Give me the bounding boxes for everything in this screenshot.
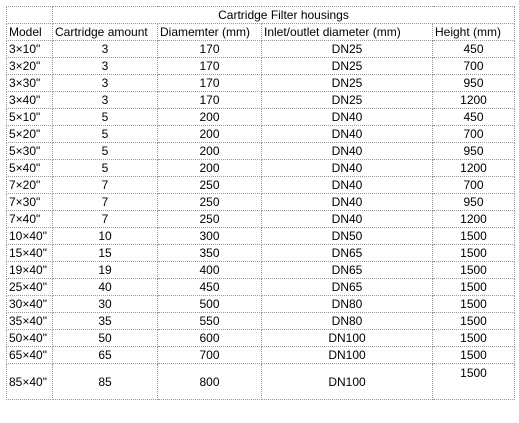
cell-diameter: 170 (158, 58, 262, 75)
table-row (7, 347, 515, 364)
cell-model: 7×30" (7, 194, 53, 211)
table-row (7, 211, 515, 228)
cell-diameter: 400 (158, 262, 262, 279)
cell-inlet-outlet-diameter: DN65 (262, 245, 433, 262)
cell-inlet-outlet-diameter: DN40 (262, 143, 433, 160)
cell-height: 450 (433, 109, 515, 126)
cell-model: 5×40" (7, 160, 53, 177)
cell-cartridge-amount: 7 (53, 194, 158, 211)
table-row (7, 109, 515, 126)
cell-height: 1200 (433, 211, 515, 228)
cell-cartridge-amount: 7 (53, 211, 158, 228)
cell-height: 1500 (433, 330, 515, 347)
cell-height: 1500 (433, 364, 515, 400)
cell-height: 1500 (433, 313, 515, 330)
cell-model: 10×40" (7, 228, 53, 245)
cell-model: 50×40" (7, 330, 53, 347)
cell-inlet-outlet-diameter: DN40 (262, 177, 433, 194)
cell-inlet-outlet-diameter: DN25 (262, 92, 433, 109)
cell-inlet-outlet-diameter: DN40 (262, 160, 433, 177)
cell-cartridge-amount: 35 (53, 313, 158, 330)
table-row (7, 41, 515, 58)
cell-height: 950 (433, 194, 515, 211)
cell-cartridge-amount: 50 (53, 330, 158, 347)
table-row (7, 296, 515, 313)
cell-inlet-outlet-diameter: DN40 (262, 194, 433, 211)
cell-cartridge-amount: 10 (53, 228, 158, 245)
header-inlet-outlet-diameter: Inlet/outlet diameter (mm) (262, 24, 433, 41)
cell-model: 5×10" (7, 109, 53, 126)
cell-inlet-outlet-diameter: DN100 (262, 364, 433, 400)
header-diameter: Diamemter (mm) (158, 24, 262, 41)
cell-cartridge-amount: 5 (53, 143, 158, 160)
cell-inlet-outlet-diameter: DN40 (262, 211, 433, 228)
cell-inlet-outlet-diameter: DN80 (262, 296, 433, 313)
cell-height: 1500 (433, 279, 515, 296)
title-spacer-cell (7, 7, 53, 24)
cell-cartridge-amount: 30 (53, 296, 158, 313)
cell-height: 1500 (433, 262, 515, 279)
table-row (7, 160, 515, 177)
table-row (7, 58, 515, 75)
cell-inlet-outlet-diameter: DN40 (262, 109, 433, 126)
table-row (7, 177, 515, 194)
cell-diameter: 250 (158, 211, 262, 228)
cell-cartridge-amount: 3 (53, 58, 158, 75)
cell-model: 7×40" (7, 211, 53, 228)
cell-diameter: 250 (158, 194, 262, 211)
cell-cartridge-amount: 19 (53, 262, 158, 279)
cell-model: 25×40" (7, 279, 53, 296)
header-cartridge-amount: Cartridge amount (53, 24, 158, 41)
cell-height: 1500 (433, 347, 515, 364)
cell-diameter: 200 (158, 160, 262, 177)
cell-model: 19×40" (7, 262, 53, 279)
header-model: Model (7, 24, 53, 41)
cell-diameter: 350 (158, 245, 262, 262)
cell-cartridge-amount: 7 (53, 177, 158, 194)
cell-diameter: 250 (158, 177, 262, 194)
table-row (7, 228, 515, 245)
cell-inlet-outlet-diameter: DN100 (262, 330, 433, 347)
cell-diameter: 800 (158, 364, 262, 400)
cell-diameter: 450 (158, 279, 262, 296)
cell-model: 3×10" (7, 41, 53, 58)
cell-diameter: 600 (158, 330, 262, 347)
cell-model: 65×40" (7, 347, 53, 364)
table-row (7, 194, 515, 211)
cell-diameter: 550 (158, 313, 262, 330)
cell-height: 1200 (433, 160, 515, 177)
cell-model: 3×30" (7, 75, 53, 92)
cell-model: 15×40" (7, 245, 53, 262)
cell-height: 1500 (433, 245, 515, 262)
cell-inlet-outlet-diameter: DN65 (262, 279, 433, 296)
cell-height: 1500 (433, 228, 515, 245)
table-row (7, 262, 515, 279)
table-row (7, 143, 515, 160)
cell-model: 5×20" (7, 126, 53, 143)
filter-housings-table (6, 6, 515, 400)
cell-height: 450 (433, 41, 515, 58)
cell-height: 950 (433, 143, 515, 160)
table-row (7, 313, 515, 330)
cell-cartridge-amount: 5 (53, 160, 158, 177)
cell-diameter: 200 (158, 126, 262, 143)
cell-model: 3×20" (7, 58, 53, 75)
cell-cartridge-amount: 15 (53, 245, 158, 262)
cell-cartridge-amount: 85 (53, 364, 158, 400)
table-row (7, 75, 515, 92)
cell-cartridge-amount: 5 (53, 109, 158, 126)
table-row (7, 126, 515, 143)
cell-cartridge-amount: 5 (53, 126, 158, 143)
header-height: Height (mm) (433, 24, 515, 41)
cell-diameter: 500 (158, 296, 262, 313)
cell-diameter: 170 (158, 92, 262, 109)
cell-height: 700 (433, 58, 515, 75)
cell-inlet-outlet-diameter: DN80 (262, 313, 433, 330)
table-row (7, 245, 515, 262)
cell-cartridge-amount: 3 (53, 92, 158, 109)
table-title: Cartridge Filter housings (53, 7, 515, 24)
cell-height: 950 (433, 75, 515, 92)
cell-diameter: 200 (158, 109, 262, 126)
cell-diameter: 300 (158, 228, 262, 245)
cell-inlet-outlet-diameter: DN65 (262, 262, 433, 279)
table-body (7, 7, 515, 400)
cell-model: 85×40" (7, 364, 53, 400)
cell-model: 5×30" (7, 143, 53, 160)
cell-inlet-outlet-diameter: DN100 (262, 347, 433, 364)
cell-height: 1500 (433, 296, 515, 313)
cell-diameter: 170 (158, 41, 262, 58)
header-row (7, 24, 515, 41)
cell-diameter: 200 (158, 143, 262, 160)
cell-cartridge-amount: 65 (53, 347, 158, 364)
cell-inlet-outlet-diameter: DN25 (262, 41, 433, 58)
table-row (7, 330, 515, 347)
cell-cartridge-amount: 3 (53, 75, 158, 92)
cell-inlet-outlet-diameter: DN50 (262, 228, 433, 245)
cell-height: 1200 (433, 92, 515, 109)
cell-model: 35×40" (7, 313, 53, 330)
cell-diameter: 700 (158, 347, 262, 364)
cell-inlet-outlet-diameter: DN40 (262, 126, 433, 143)
cell-model: 30×40" (7, 296, 53, 313)
cell-height: 700 (433, 126, 515, 143)
cell-cartridge-amount: 3 (53, 41, 158, 58)
cell-model: 3×40" (7, 92, 53, 109)
cell-height: 700 (433, 177, 515, 194)
cell-inlet-outlet-diameter: DN25 (262, 58, 433, 75)
cell-cartridge-amount: 40 (53, 279, 158, 296)
table-row (7, 364, 515, 400)
cell-model: 7×20" (7, 177, 53, 194)
title-row (7, 7, 515, 24)
cell-inlet-outlet-diameter: DN25 (262, 75, 433, 92)
table-row (7, 279, 515, 296)
cell-diameter: 170 (158, 75, 262, 92)
table-row (7, 92, 515, 109)
